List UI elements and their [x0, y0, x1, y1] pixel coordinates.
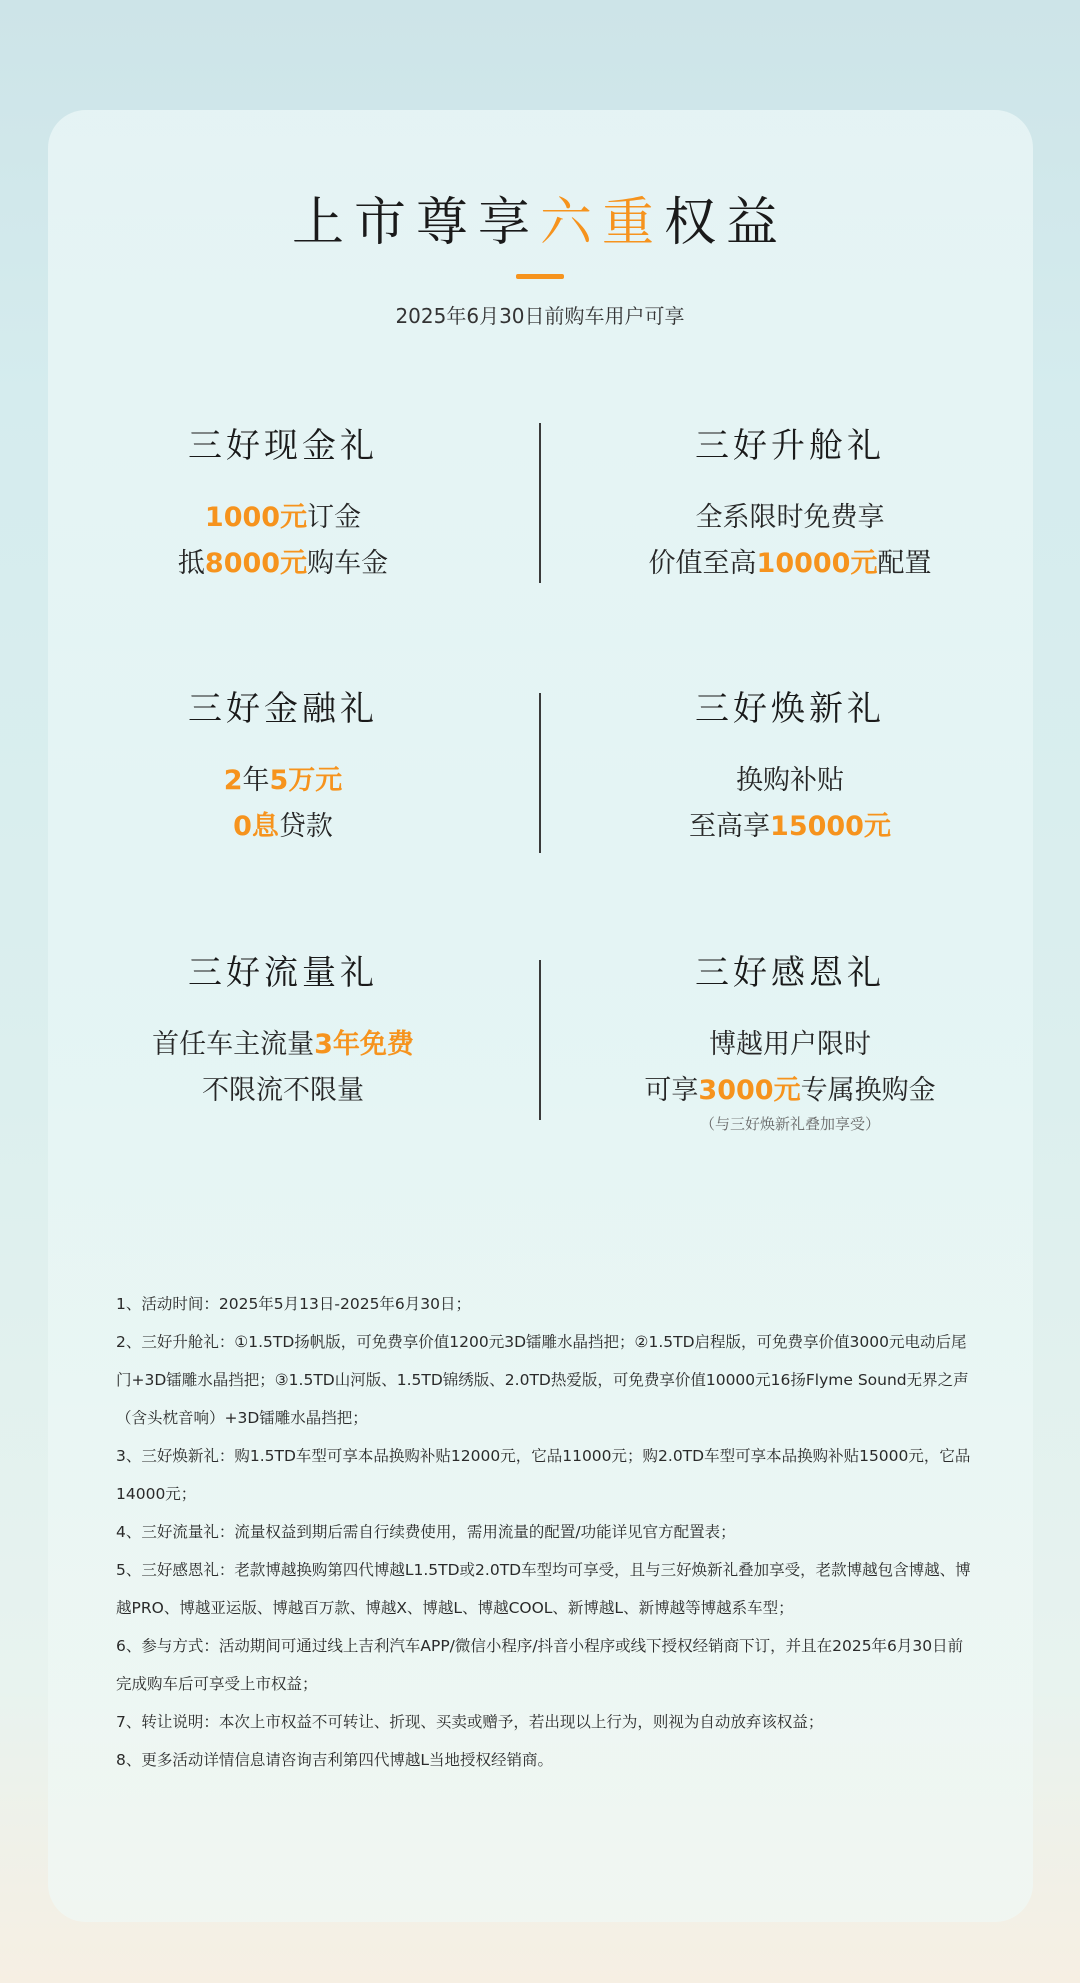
- highlight-text: 5万元: [269, 765, 343, 796]
- title-post: 权益: [664, 193, 789, 253]
- highlight-text: 3000元: [698, 1075, 801, 1106]
- benefit-title: 三好现金礼: [188, 426, 378, 466]
- highlight-text: 3年免费: [314, 1029, 414, 1060]
- highlight-text: 10000元: [756, 548, 878, 579]
- terms-item: 2、三好升舱礼：①1.5TD扬帆版，可免费享价值1200元3D镭雕水晶挡把；②1.5TD启程版，可免费享价值3000元电动后尾门+3D镭雕水晶挡把；③1.5TD山河版、1.5TD锦绣版、2.0TD热爱版，可免费享价值10000元16扬Flyme Sound无界之声（含头枕音响）+3D镭雕水晶挡把；: [116, 1333, 969, 1427]
- terms-item: 8、更多活动详情信息请咨询吉利第四代博越L当地授权经销商。: [116, 1751, 553, 1769]
- highlight-text: 1000元: [204, 502, 308, 533]
- benefit-line: [570, 1022, 1010, 1068]
- benefit-note: （与三好焕新礼叠加享受）: [699, 1115, 880, 1133]
- benefit-title: 三好感恩礼: [695, 953, 885, 993]
- benefit-text: 首任车主流量: [152, 1029, 315, 1060]
- benefit-line: [63, 758, 503, 804]
- title-pre: 上市尊享: [291, 193, 540, 253]
- benefit-text: 配置: [877, 548, 932, 579]
- page-subtitle: 2025年6月30日前购车用户可享: [395, 304, 685, 328]
- benefit-trade-in: [570, 687, 1010, 850]
- page-title: [0, 192, 1080, 254]
- benefit-text: 全系限时免费享: [695, 502, 885, 533]
- highlight-text: 15000元: [770, 811, 891, 842]
- highlight-text: 8000元: [204, 548, 308, 579]
- benefit-text: 博越用户限时: [709, 1029, 871, 1060]
- benefit-line: [63, 495, 503, 541]
- benefit-upgrade: [570, 424, 1010, 587]
- terms-list: [116, 1285, 976, 1779]
- benefit-cash: [63, 424, 503, 587]
- highlight-text: 0息: [233, 811, 279, 842]
- terms-item: 3、三好焕新礼：购1.5TD车型可享本品换购补贴12000元，它品11000元；购2.0TD车型可享本品换购补贴15000元，它品14000元；: [116, 1447, 971, 1503]
- benefit-text: 购车金: [307, 548, 389, 579]
- benefit-title: 三好流量礼: [188, 953, 378, 993]
- benefit-text: 抵: [177, 548, 205, 579]
- benefit-text: 可享: [644, 1075, 699, 1106]
- column-divider: [539, 960, 541, 1120]
- benefit-title: 三好升舱礼: [695, 426, 885, 466]
- title-underline: [516, 274, 564, 279]
- benefit-line: [63, 541, 503, 587]
- benefit-text: 不限流不限量: [202, 1075, 364, 1106]
- benefit-text: 至高享: [689, 811, 771, 842]
- benefit-title: 三好焕新礼: [695, 689, 885, 729]
- column-divider: [539, 693, 541, 853]
- terms-item: 4、三好流量礼：流量权益到期后需自行续费使用，需用流量的配置/功能详见官方配置表；: [116, 1523, 736, 1541]
- benefit-title: 三好金融礼: [188, 689, 378, 729]
- benefit-text: 年: [242, 765, 270, 796]
- benefit-text: 换购补贴: [736, 765, 844, 796]
- benefit-text: 订金: [307, 502, 362, 533]
- benefit-line: [63, 1022, 503, 1068]
- benefit-text: 贷款: [278, 811, 333, 842]
- benefit-line: [570, 758, 1010, 804]
- benefit-text: 专属换购金: [800, 1075, 936, 1106]
- benefit-line: [570, 495, 1010, 541]
- benefit-data: [63, 951, 503, 1114]
- benefit-line: [570, 541, 1010, 587]
- highlight-text: 2: [223, 765, 243, 796]
- terms-item: 6、参与方式：活动期间可通过线上吉利汽车APP/微信小程序/抖音小程序或线下授权经销商下订，并且在2025年6月30日前完成购车后可享受上市权益；: [116, 1637, 964, 1693]
- benefit-gratitude: [570, 951, 1010, 1134]
- column-divider: [539, 423, 541, 583]
- terms-item: 7、转让说明：本次上市权益不可转让、折现、买卖或赠予，若出现以上行为，则视为自动放弃该权益；: [116, 1713, 824, 1731]
- benefit-text: 价值至高: [648, 548, 757, 579]
- terms-item: 1、活动时间：2025年5月13日-2025年6月30日；: [116, 1295, 472, 1313]
- benefit-line: [570, 1068, 1010, 1114]
- title-highlight: 六重: [539, 193, 664, 253]
- benefit-line: [63, 804, 503, 850]
- benefit-line: [63, 1068, 503, 1114]
- terms-item: 5、三好感恩礼：老款博越换购第四代博越L1.5TD或2.0TD车型均可享受，且与三好焕新礼叠加享受，老款博越包含博越、博越PRO、博越亚运版、博越百万款、博越X、博越L、博越COOL、新博越L、新博越等博越系车型；: [116, 1561, 971, 1617]
- benefit-line: [570, 804, 1010, 850]
- benefit-finance: [63, 687, 503, 850]
